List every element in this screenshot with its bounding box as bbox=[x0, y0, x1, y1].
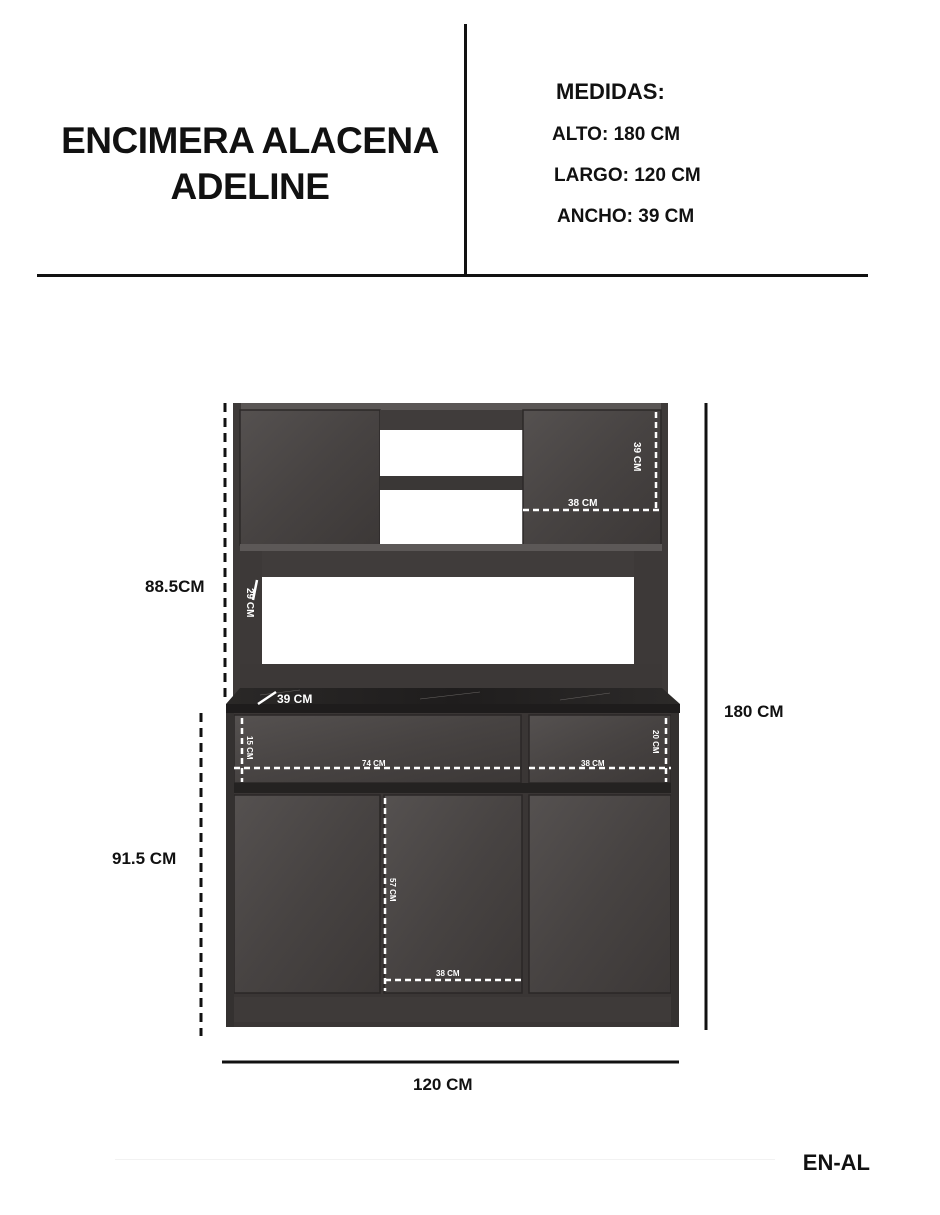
drawer-right-width-label: 38 CM bbox=[581, 759, 605, 768]
open-niche-back bbox=[262, 577, 634, 665]
footer-faint-rule bbox=[115, 1159, 775, 1160]
total-height-label: 180 CM bbox=[724, 702, 784, 721]
product-title-line2: ADELINE bbox=[170, 166, 330, 207]
measure-alto: ALTO: 180 CM bbox=[552, 124, 681, 145]
lower-door-height-label: 57 CM bbox=[388, 878, 397, 902]
upper-door-width-label: 38 CM bbox=[568, 498, 598, 509]
upper-door-height-label: 39 CM bbox=[631, 442, 642, 472]
total-width-label: 120 CM bbox=[413, 1075, 473, 1094]
lower-right-door bbox=[529, 795, 671, 993]
open-niche-bottom bbox=[240, 664, 662, 688]
upper-right-door bbox=[523, 410, 661, 545]
lower-left-side bbox=[226, 713, 234, 1027]
upper-bottom-shelf bbox=[240, 544, 662, 551]
lower-right-side bbox=[671, 713, 679, 1027]
lower-center-door bbox=[384, 795, 522, 993]
drawer-left-width-label: 74 CM bbox=[362, 759, 386, 768]
open-niche-top-panel bbox=[240, 551, 662, 577]
plinth bbox=[234, 997, 671, 1022]
drawer-left-height-label: 15 CM bbox=[245, 736, 254, 760]
hutch-top-panel bbox=[233, 403, 667, 410]
measure-ancho: ANCHO: 39 CM bbox=[557, 206, 695, 227]
niche-height-label: 29 CM bbox=[244, 588, 255, 618]
counter-depth-label: 39 CM bbox=[277, 692, 313, 706]
measures-heading: MEDIDAS: bbox=[556, 79, 665, 104]
upper-left-door bbox=[240, 410, 380, 545]
drawer-right-height-label: 20 CM bbox=[651, 730, 660, 754]
product-code: EN-AL bbox=[802, 1150, 870, 1175]
lower-height-label: 91.5 CM bbox=[112, 849, 177, 868]
lower-cabinet bbox=[226, 713, 679, 1027]
lower-left-door bbox=[234, 795, 380, 993]
drawer-left bbox=[234, 715, 521, 783]
upper-height-label: 88.5CM bbox=[145, 577, 205, 596]
upper-center-shelf bbox=[380, 476, 523, 490]
drawer-right bbox=[529, 715, 671, 783]
measure-largo: LARGO: 120 CM bbox=[554, 165, 701, 186]
product-title-line1: ENCIMERA ALACENA bbox=[61, 120, 439, 161]
upper-hutch bbox=[233, 403, 668, 703]
upper-center-top-rail bbox=[380, 410, 523, 430]
drawer-rail bbox=[234, 783, 672, 793]
lower-door-width-label: 38 CM bbox=[436, 969, 460, 978]
hutch-right-side bbox=[661, 403, 668, 703]
